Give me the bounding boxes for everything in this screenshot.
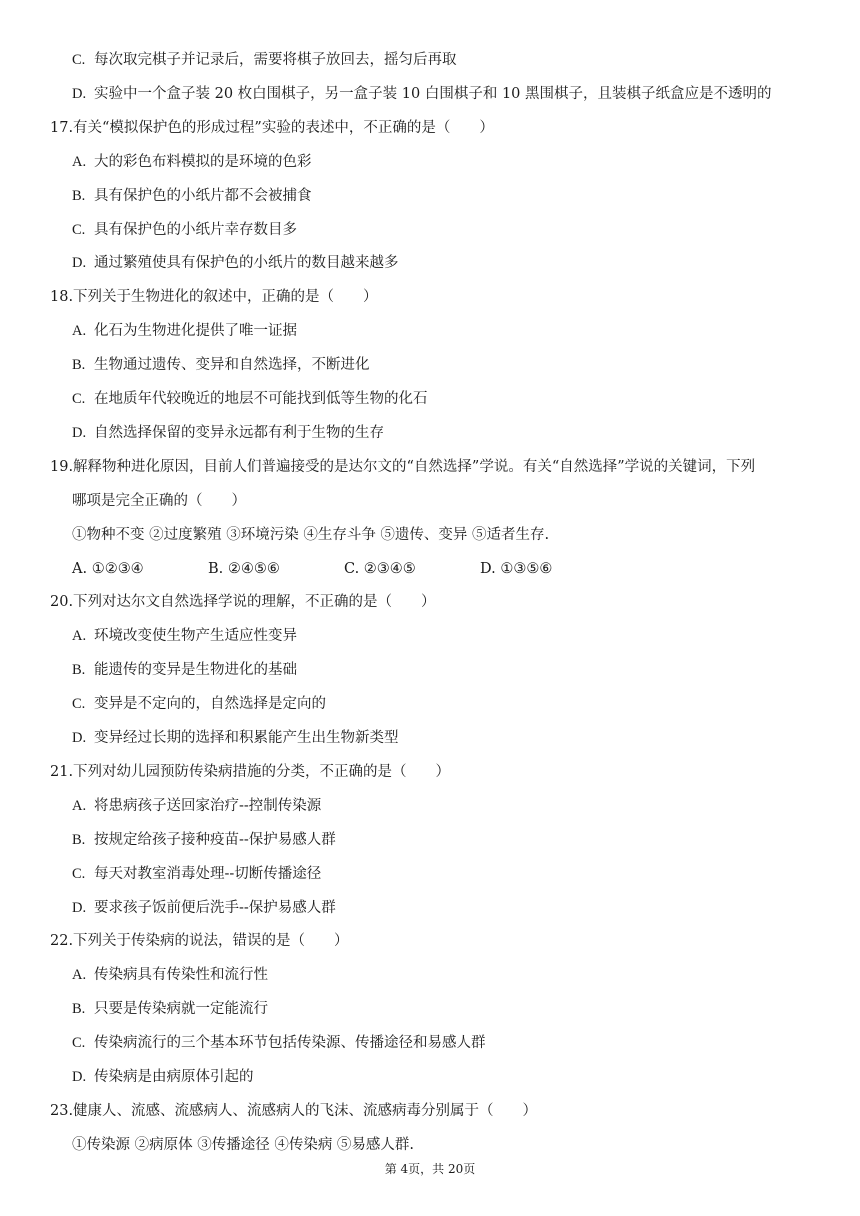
- option-text: 变异是不定向的，自然选择是定向的: [94, 696, 326, 713]
- option-text: 能遗传的变异是生物进化的基础: [94, 662, 297, 679]
- answer-option: A. ①②③④: [72, 560, 144, 577]
- question-text: 健康人、流感、流感病人、流感病人的飞沫、流感病毒分别属于（ ）: [73, 1102, 537, 1119]
- answer-option: [72, 1033, 486, 1053]
- question-number: 22.: [50, 933, 74, 950]
- option-text: 实验中一个盒子装 20 枚白围棋子，另一盒子装 10 白围棋子和 10 黑围棋子，且装棋子纸盒应是不透明的: [94, 85, 772, 102]
- question-text: 解释物种进化原因，目前人们普遍接受的是达尔文的“自然选择”学说。有关“自然选择”学说的关键词，下列: [73, 458, 756, 475]
- question-stem: [50, 287, 378, 307]
- answer-option: [72, 253, 399, 273]
- answer-option: [72, 694, 326, 714]
- answer-option: [72, 186, 312, 206]
- option-label: A.: [72, 797, 87, 814]
- question-stem: [50, 1101, 537, 1121]
- option-label: A.: [72, 153, 87, 170]
- question-text: 下列对幼儿园预防传染病措施的分类，不正确的是（ ）: [73, 763, 450, 780]
- question-number: 20.: [50, 594, 74, 611]
- question-number: 17.: [50, 119, 74, 136]
- answer-option: [72, 864, 321, 884]
- option-text: 通过繁殖使具有保护色的小纸片的数目越来越多: [94, 255, 399, 272]
- question-text: 有关“模拟保护色的形成过程”实验的表述中，不正确的是（ ）: [73, 119, 494, 136]
- question-stem: [50, 118, 494, 138]
- question-continuation: ①物种不变 ②过度繁殖 ③环境污染 ④生存斗争 ⑤遗传、变异 ⑤适者生存.: [72, 526, 550, 543]
- answer-option: [72, 728, 399, 748]
- question-stem: [50, 457, 755, 477]
- answer-option: [72, 660, 297, 680]
- answer-option: [72, 796, 321, 816]
- answer-option: [72, 423, 384, 443]
- option-text: 按规定给孩子接种疫苗--保护易感人群: [94, 831, 336, 848]
- answer-option: [72, 50, 457, 70]
- option-text: 每次取完棋子并记录后，需要将棋子放回去，摇匀后再取: [94, 52, 457, 68]
- option-label: A.: [72, 628, 87, 645]
- question-number: 18.: [50, 289, 74, 306]
- option-text: 将患病孩子送回家治疗--控制传染源: [94, 797, 322, 814]
- answer-option: [72, 389, 428, 409]
- option-label: C.: [72, 1035, 86, 1052]
- answer-option: [72, 626, 297, 646]
- answer-option-row: [72, 559, 616, 579]
- option-label: B.: [72, 662, 86, 679]
- question-number: 21.: [50, 763, 74, 780]
- question-stem: [50, 762, 450, 782]
- option-text: 在地质年代较晚近的地层不可能找到低等生物的化石: [94, 391, 428, 407]
- question-text: 下列关于生物进化的叙述中，正确的是（ ）: [73, 289, 378, 306]
- answer-option: [72, 898, 336, 918]
- option-text: 传染病具有传染性和流行性: [94, 967, 268, 984]
- option-label: C.: [72, 696, 86, 713]
- option-label: D.: [72, 85, 87, 102]
- question-text: 下列关于传染病的说法，错误的是（ ）: [73, 933, 349, 950]
- option-label: D.: [72, 255, 87, 272]
- page-footer: 第 4页，共 20页: [384, 1162, 476, 1176]
- option-text: 具有保护色的小纸片幸存数目多: [94, 221, 297, 238]
- option-text: 传染病流行的三个基本环节包括传染源、传播途径和易感人群: [94, 1035, 486, 1052]
- answer-option: C. ②③④⑤: [344, 560, 416, 577]
- answer-option: [72, 965, 268, 985]
- option-text: 每天对教室消毒处理--切断传播途径: [94, 865, 322, 882]
- question-continuation: 哪项是完全正确的（ ）: [72, 492, 246, 509]
- option-label: C.: [72, 865, 86, 882]
- answer-option: [72, 1067, 254, 1087]
- option-label: B.: [72, 187, 86, 204]
- option-text: 生物通过遗传、变异和自然选择，不断进化: [94, 357, 370, 374]
- option-label: B.: [72, 831, 86, 848]
- answer-option: [72, 152, 312, 172]
- option-label: B.: [72, 1001, 86, 1018]
- option-text: 环境改变使生物产生适应性变异: [94, 628, 297, 645]
- answer-option: [72, 321, 297, 341]
- answer-option: [72, 830, 336, 850]
- option-text: 化石为生物进化提供了唯一证据: [94, 323, 297, 340]
- option-label: D.: [72, 899, 87, 916]
- question-text: 下列对达尔文自然选择学说的理解，不正确的是（ ）: [73, 594, 436, 611]
- option-label: D.: [72, 1069, 87, 1085]
- option-label: B.: [72, 357, 86, 374]
- option-text: 只要是传染病就一定能流行: [94, 1001, 268, 1018]
- question-stem: [50, 931, 349, 951]
- option-label: C.: [72, 52, 86, 68]
- option-text: 自然选择保留的变异永远都有利于生物的生存: [94, 424, 384, 441]
- answer-option: B. ②④⑤⑥: [208, 560, 280, 577]
- answer-option: [72, 220, 297, 240]
- option-text: 具有保护色的小纸片都不会被捕食: [94, 187, 312, 204]
- answer-option: [72, 999, 268, 1019]
- option-text: 传染病是由病原体引起的: [94, 1069, 254, 1085]
- option-label: A.: [72, 323, 87, 340]
- question-stem: [50, 592, 436, 612]
- option-label: A.: [72, 967, 87, 984]
- question-number: 19.: [50, 458, 74, 475]
- option-text: 变异经过长期的选择和积累能产生出生物新类型: [94, 730, 399, 746]
- answer-option: [72, 355, 370, 375]
- option-label: C.: [72, 391, 86, 407]
- question-continuation: ①传染源 ②病原体 ③传播途径 ④传染病 ⑤易感人群.: [72, 1136, 415, 1153]
- option-text: 要求孩子饭前便后洗手--保护易感人群: [94, 899, 336, 916]
- question-number: 23.: [50, 1102, 74, 1119]
- answer-option: D. ①③⑤⑥: [480, 560, 553, 577]
- answer-option: [72, 84, 772, 104]
- option-label: D.: [72, 730, 87, 746]
- option-label: C.: [72, 221, 86, 238]
- option-label: D.: [72, 424, 87, 441]
- option-text: 大的彩色布料模拟的是环境的色彩: [94, 153, 312, 170]
